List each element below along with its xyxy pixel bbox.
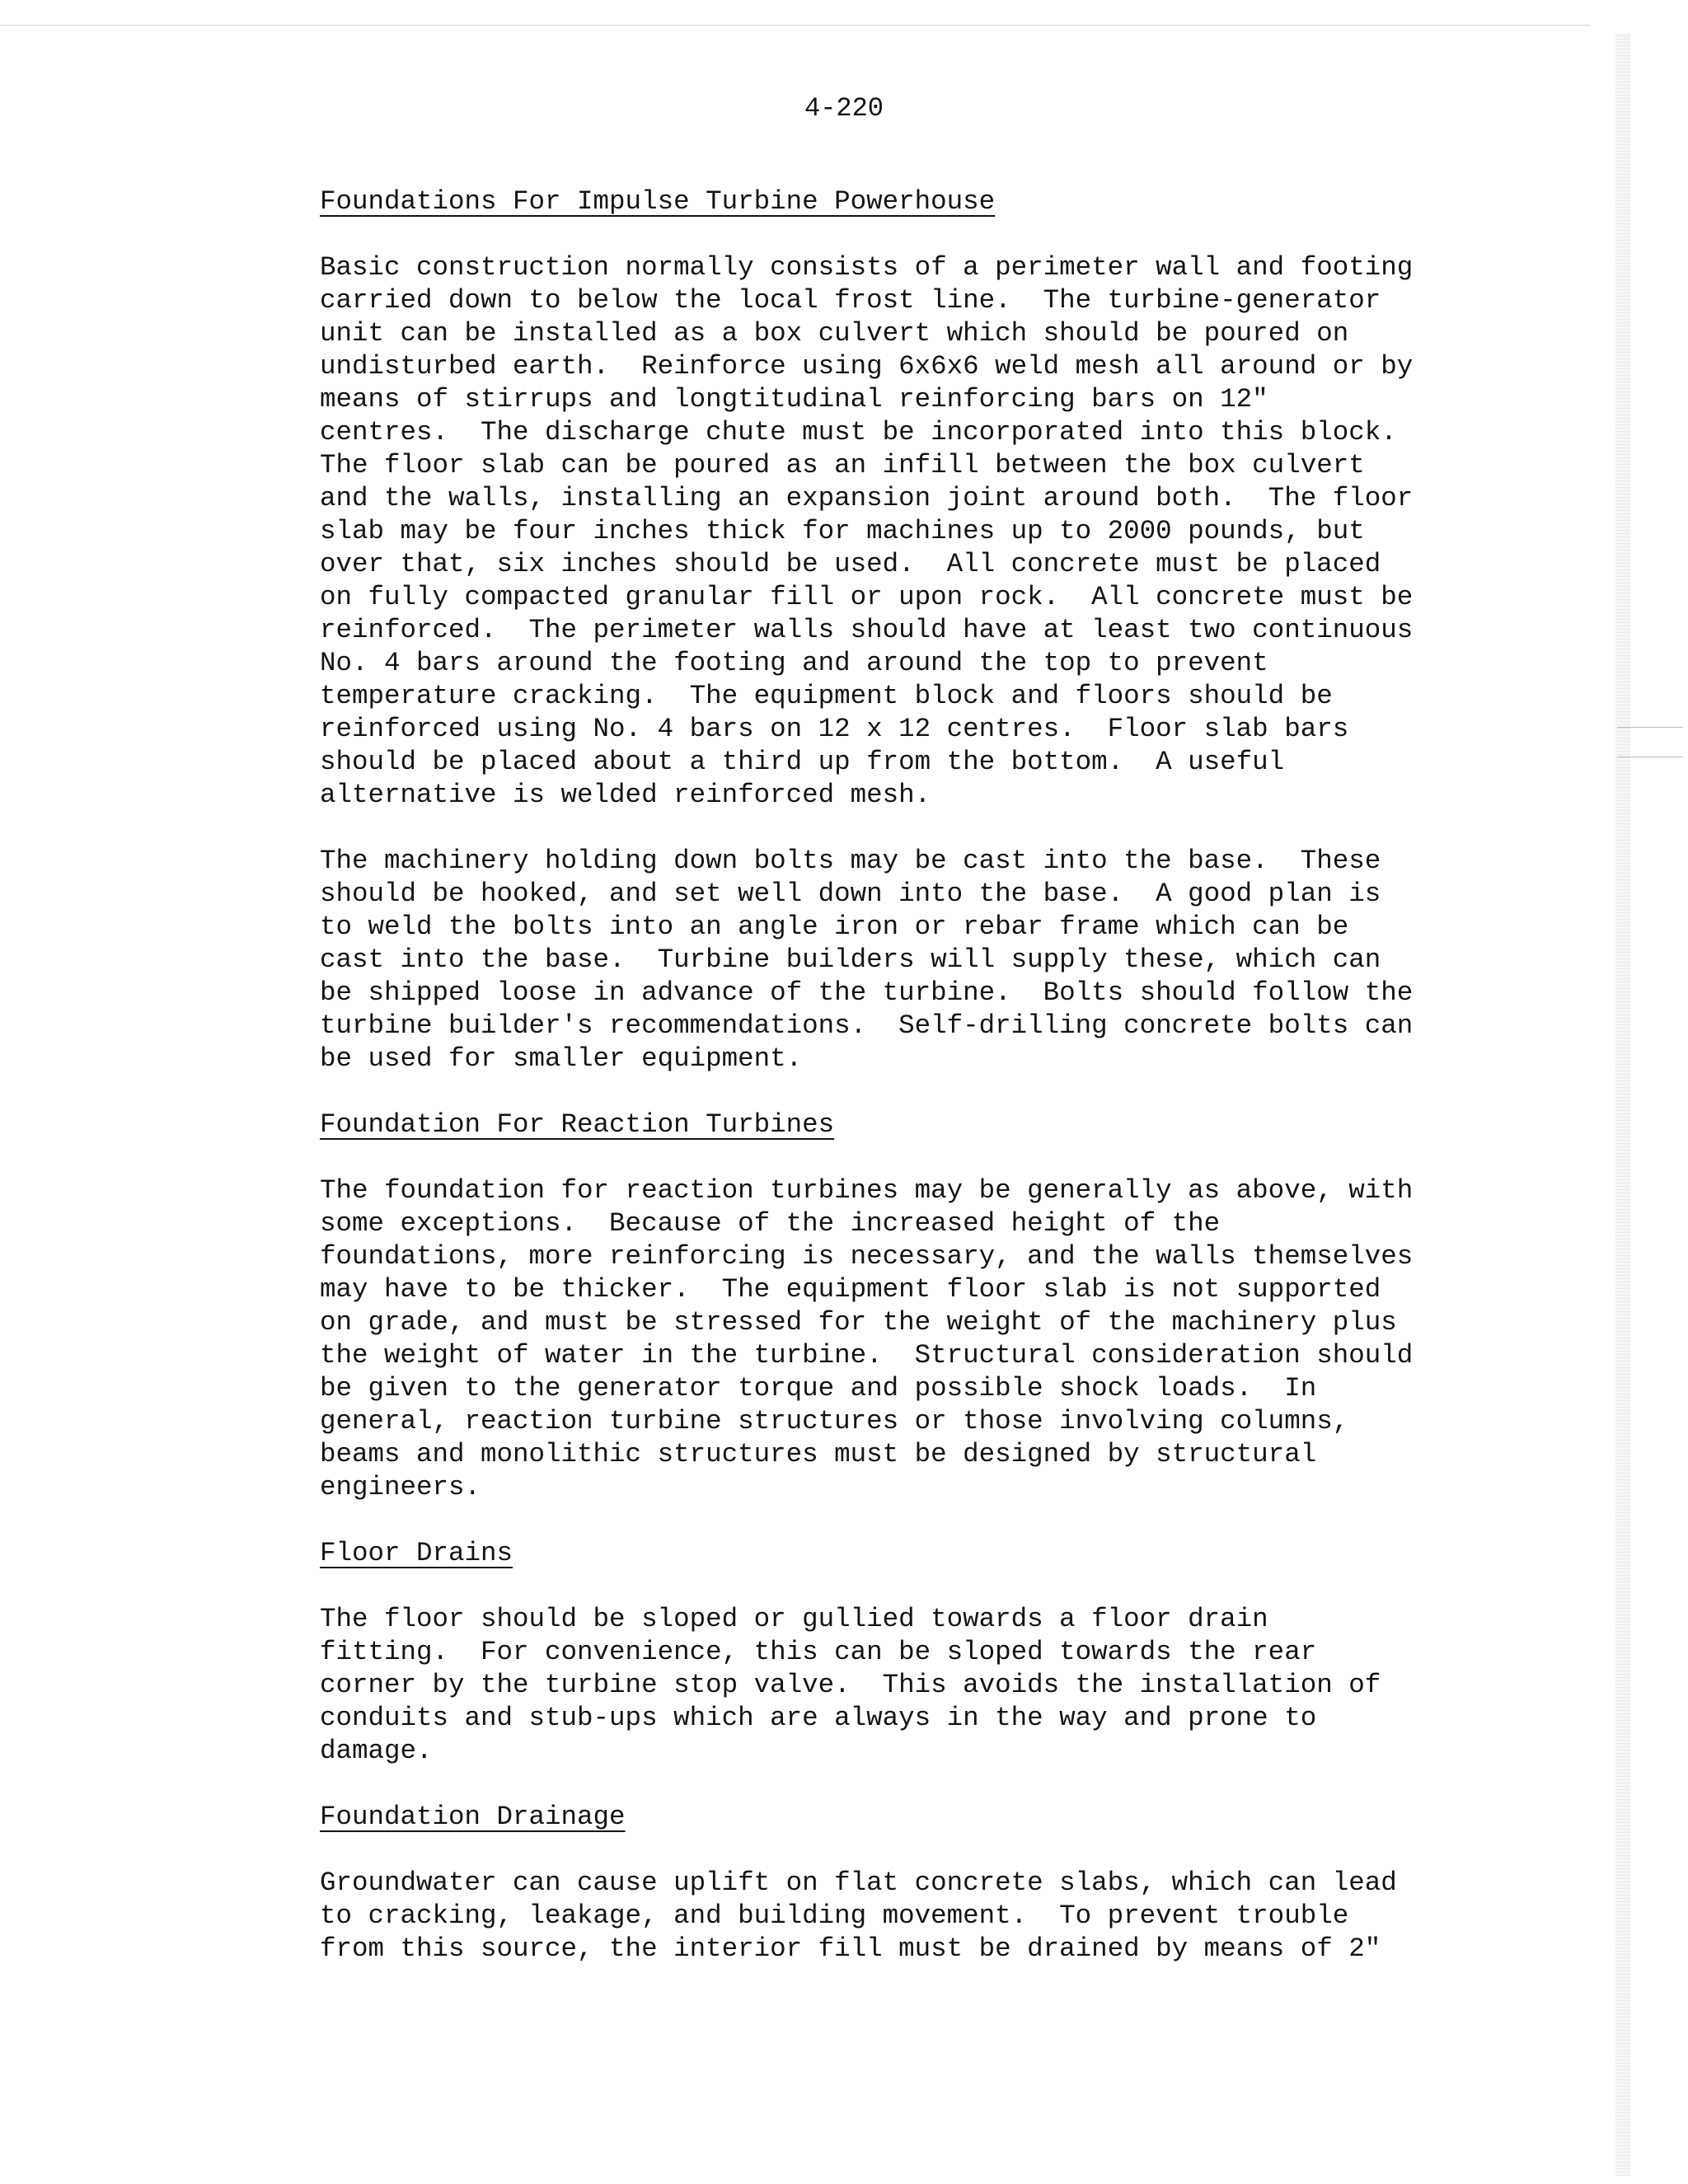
section-heading <box>320 1801 1490 1834</box>
text-line: on fully compacted granular fill or upon rock. All concrete must be <box>320 582 1414 612</box>
text-line: unit can be installed as a box culvert which should be poured on <box>320 318 1349 349</box>
paragraph <box>320 845 1490 1076</box>
text-line: some exceptions. Because of the increased height of the <box>320 1208 1221 1239</box>
section-heading <box>320 1537 1490 1570</box>
text-line: the weight of water in the turbine. Structural consideration should <box>320 1340 1414 1371</box>
section-heading-text: Floor Drains <box>320 1538 513 1568</box>
text-line: beams and monolithic structures must be designed by structural <box>320 1439 1317 1469</box>
text-line: undisturbed earth. Reinforce using 6x6x6 weld mesh all around or by <box>320 351 1414 382</box>
text-line: turbine builder's recommendations. Self-drilling concrete bolts can <box>320 1010 1414 1041</box>
text-line: The floor slab can be poured as an infill between the box culvert <box>320 450 1365 480</box>
paragraph <box>320 1174 1490 1504</box>
text-line: centres. The discharge chute must be incorporated into this block. <box>320 417 1397 448</box>
document-body <box>320 185 1490 1999</box>
text-line: to cracking, leakage, and building movement. To prevent trouble <box>320 1900 1349 1931</box>
page-number: 4-220 <box>804 93 884 124</box>
text-line: Basic construction normally consists of a perimeter wall and footing <box>320 252 1414 283</box>
text-line: corner by the turbine stop valve. This avoids the installation of <box>320 1670 1381 1700</box>
text-line: general, reaction turbine structures or those involving columns, <box>320 1406 1349 1436</box>
text-line: engineers. <box>320 1472 481 1502</box>
text-line: be given to the generator torque and possible shock loads. In <box>320 1373 1317 1404</box>
section <box>320 185 1490 1076</box>
text-line: means of stirrups and longtitudinal reinforcing bars on 12" <box>320 384 1268 415</box>
text-line: fitting. For convenience, this can be sloped towards the rear <box>320 1637 1317 1667</box>
text-line: and the walls, installing an expansion joint around both. The floor <box>320 483 1414 513</box>
text-line: temperature cracking. The equipment block and floors should be <box>320 681 1333 711</box>
text-line: Groundwater can cause uplift on flat concrete slabs, which can lead <box>320 1868 1397 1898</box>
text-line: conduits and stub-ups which are always in the way and prone to <box>320 1703 1317 1733</box>
text-line: reinforced using No. 4 bars on 12 x 12 centres. Floor slab bars <box>320 714 1349 744</box>
section <box>320 1108 1490 1504</box>
text-line: damage. <box>320 1736 433 1766</box>
scan-edge-mark <box>1617 727 1683 728</box>
text-line: be shipped loose in advance of the turbine. Bolts should follow the <box>320 977 1414 1008</box>
text-line: on grade, and must be stressed for the weight of the machinery plus <box>320 1307 1397 1338</box>
text-line: reinforced. The perimeter walls should have at least two continuous <box>320 615 1414 645</box>
text-line: The machinery holding down bolts may be cast into the base. These <box>320 846 1381 876</box>
section-heading-text: Foundations For Impulse Turbine Powerhouse <box>320 186 996 217</box>
scan-right-edge <box>1615 33 1630 2176</box>
section-heading <box>320 1108 1490 1141</box>
text-line: should be hooked, and set well down into the base. A good plan is <box>320 879 1381 909</box>
text-line: The foundation for reaction turbines may be generally as above, with <box>320 1175 1414 1206</box>
text-line: over that, six inches should be used. All concrete must be placed <box>320 549 1381 579</box>
text-line: The floor should be sloped or gullied towards a floor drain <box>320 1604 1268 1634</box>
text-line: No. 4 bars around the footing and around the top to prevent <box>320 648 1268 678</box>
text-line: foundations, more reinforcing is necessary, and the walls themselves <box>320 1241 1414 1272</box>
section-heading-text: Foundation Drainage <box>320 1802 626 1832</box>
text-line: from this source, the interior fill must be drained by means of 2" <box>320 1933 1381 1964</box>
section-heading-text: Foundation For Reaction Turbines <box>320 1109 835 1140</box>
text-line: cast into the base. Turbine builders will supply these, which can <box>320 944 1381 975</box>
text-line: to weld the bolts into an angle iron or rebar frame which can be <box>320 912 1349 942</box>
text-line: be used for smaller equipment. <box>320 1043 803 1074</box>
text-line: should be placed about a third up from the bottom. A useful <box>320 747 1285 777</box>
section <box>320 1801 1490 1966</box>
paragraph <box>320 1603 1490 1768</box>
paragraph <box>320 1867 1490 1966</box>
section <box>320 1537 1490 1768</box>
text-line: carried down to below the local frost line. The turbine-generator <box>320 285 1381 316</box>
paragraph <box>320 251 1490 812</box>
scan-top-rule <box>0 25 1591 26</box>
text-line: slab may be four inches thick for machines up to 2000 pounds, but <box>320 516 1365 546</box>
text-line: may have to be thicker. The equipment floor slab is not supported <box>320 1274 1381 1305</box>
text-line: alternative is welded reinforced mesh. <box>320 780 931 810</box>
section-heading <box>320 185 1490 218</box>
